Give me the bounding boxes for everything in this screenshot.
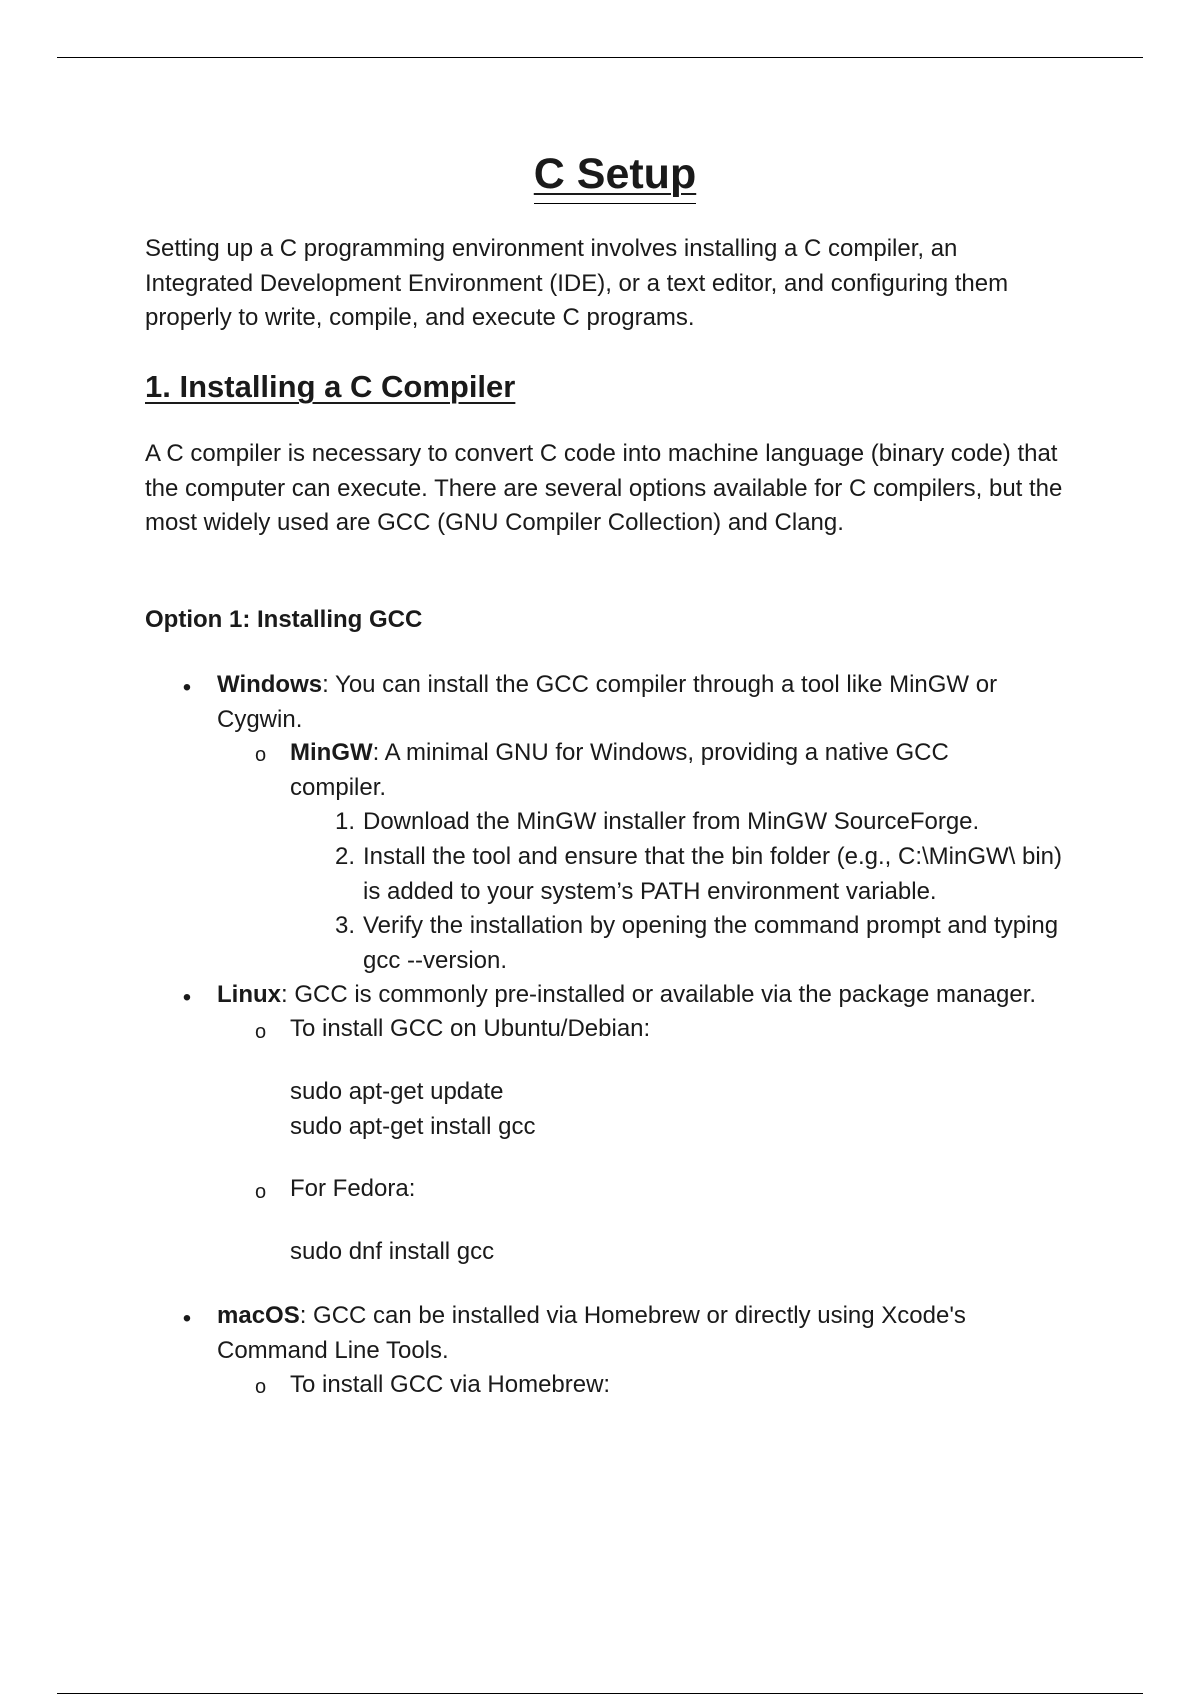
sub-bullet-glyph: o [255, 744, 267, 766]
footer-rule [57, 1693, 1143, 1694]
step-text: Install the tool and ensure that the bin folder (e.g., C:\MinGW\ bin) is added to your system’s PATH environment variable. [363, 843, 1063, 905]
ubuntu-command: sudo apt-get install gcc [290, 1113, 536, 1140]
mingw-label: MinGW [290, 739, 373, 766]
intro-paragraph: Setting up a C programming environment involves installing a C compiler, an Integrated Development Environment (IDE), or a text editor, and configuring them properly to write, compile, and execute C programs. [145, 235, 1009, 331]
step-text: Verify the installation by opening the command prompt and typing gcc --version. [363, 912, 1059, 974]
bullet-glyph: • [182, 674, 192, 701]
windows-label: Windows [217, 671, 323, 698]
macos-text: : GCC can be installed via Homebrew or directly using Xcode's Command Line Tools. [217, 1302, 966, 1364]
section-paragraph: A C compiler is necessary to convert C code into machine language (binary code) that the computer can execute. There are several options available for C compilers, but the most widely used are GCC (GNU Compiler Collection) and Clang. [145, 440, 1063, 536]
ubuntu-command: sudo apt-get update [290, 1078, 504, 1105]
mingw-text: : A minimal GNU for Windows, providing a native GCC compiler. [290, 739, 949, 801]
linux-label: Linux [217, 981, 281, 1008]
section-heading: 1. Installing a C Compiler [145, 369, 516, 404]
homebrew-label: To install GCC via Homebrew: [290, 1371, 611, 1398]
step-number: 1. [334, 808, 355, 835]
sub-bullet-glyph: o [255, 1181, 267, 1203]
windows-text: : You can install the GCC compiler through a tool like MinGW or Cygwin. [217, 671, 998, 733]
page-title-text: C Setup [534, 148, 696, 204]
sub-bullet-glyph: o [255, 1376, 267, 1398]
option-heading: Option 1: Installing GCC [145, 606, 423, 633]
list-item-mingw [290, 736, 1020, 805]
step-number: 3. [334, 912, 355, 939]
bullet-glyph: • [182, 984, 192, 1011]
fedora-command: sudo dnf install gcc [290, 1238, 495, 1265]
bullet-glyph: • [182, 1305, 192, 1332]
list-item-linux [217, 978, 1097, 1013]
page-title [145, 148, 1085, 204]
step-number: 2. [334, 843, 355, 870]
macos-label: macOS [217, 1302, 300, 1329]
ubuntu-label: To install GCC on Ubuntu/Debian: [290, 1015, 651, 1042]
linux-text: : GCC is commonly pre-installed or available via the package manager. [281, 981, 1037, 1008]
sub-bullet-glyph: o [255, 1021, 267, 1043]
header-rule [57, 57, 1143, 58]
list-item-windows [217, 668, 1077, 737]
list-item-macos [217, 1299, 1037, 1368]
fedora-label: For Fedora: [290, 1175, 416, 1202]
step-text: Download the MinGW installer from MinGW SourceForge. [363, 808, 980, 835]
